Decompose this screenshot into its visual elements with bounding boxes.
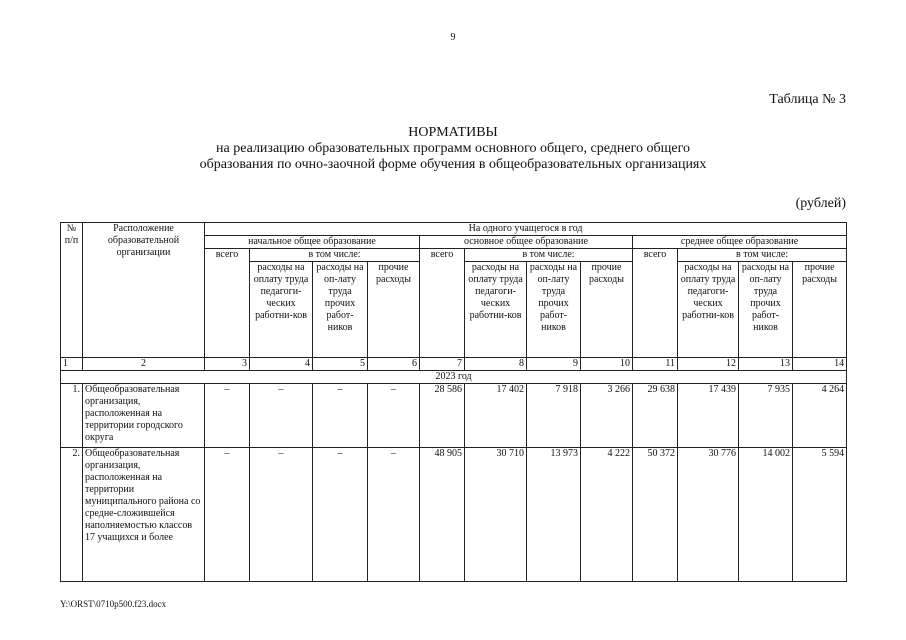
total-header: всего [205,249,250,358]
value-cell: – [313,384,368,448]
value-cell: 50 372 [633,448,678,582]
table-label: Таблица № 3 [769,92,846,107]
including-header: в том числе: [250,249,420,262]
column-number: 14 [793,358,847,371]
document-title [0,125,906,173]
value-cell: – [250,448,313,582]
total-header: всего [420,249,465,358]
value-cell: – [313,448,368,582]
column-number: 2 [83,358,205,371]
value-cell: 5 594 [793,448,847,582]
value-cell: 48 905 [420,448,465,582]
value-cell: 13 973 [527,448,581,582]
value-cell: 7 918 [527,384,581,448]
including-header: в том числе: [465,249,633,262]
title-line-2: на реализацию образовательных программ основного общего, среднего общего [216,141,690,156]
column-number: 12 [678,358,739,371]
location-cell: Общеобразовательная организация, расположенная на территории городского округа [83,384,205,448]
value-cell: 7 935 [739,384,793,448]
column-number: 3 [205,358,250,371]
column-number: 1 [61,358,83,371]
norms-table [60,222,847,582]
column-number: 4 [250,358,313,371]
pedagogical-staff-header: расходы на оплату труда педагоги-ческих работни-ков [678,262,739,358]
column-number: 7 [420,358,465,371]
column-number: 6 [368,358,420,371]
value-cell: – [205,448,250,582]
page-number: 9 [450,32,456,43]
value-cell: 4 264 [793,384,847,448]
header-row-1 [61,223,847,236]
including-header: в том числе: [678,249,847,262]
table-row [61,448,847,582]
other-staff-header: расходы на оп-лату труда прочих работ-ников [527,262,581,358]
column-number: 10 [581,358,633,371]
group-secondary-header: среднее общее образование [633,236,847,249]
col-location-header: Расположение образовательной организации [83,223,205,358]
row-number: 2. [61,448,83,582]
total-header: всего [633,249,678,358]
value-cell: 30 776 [678,448,739,582]
row-number: 1. [61,384,83,448]
value-cell: 30 710 [465,448,527,582]
value-cell: 29 638 [633,384,678,448]
value-cell: 17 402 [465,384,527,448]
column-number: 9 [527,358,581,371]
column-numbers-row [61,358,847,371]
group-basic-header: основное общее образование [420,236,633,249]
value-cell: 4 222 [581,448,633,582]
year-label: 2023 год [61,371,847,384]
group-primary-header: начальное общее образование [205,236,420,249]
pedagogical-staff-header: расходы на оплату труда педагоги-ческих работни-ков [250,262,313,358]
value-cell: – [368,448,420,582]
other-expenses-header: прочие расходы [581,262,633,358]
value-cell: 17 439 [678,384,739,448]
value-cell: 14 002 [739,448,793,582]
column-number: 13 [739,358,793,371]
value-cell: – [368,384,420,448]
column-number: 5 [313,358,368,371]
column-number: 11 [633,358,678,371]
other-expenses-header: прочие расходы [368,262,420,358]
title-line-3: образования по очно-заочной форме обучения в общеобразовательных организациях [199,157,707,172]
other-expenses-header: прочие расходы [793,262,847,358]
value-cell: 3 266 [581,384,633,448]
value-cell: 28 586 [420,384,465,448]
column-number: 8 [465,358,527,371]
year-row [61,371,847,384]
title-line-1: НОРМАТИВЫ [408,125,498,140]
location-cell: Общеобразовательная организация, расположенная на территории муниципального района со средне-сложившейся наполняемостью классов 17 учащихся и более [83,448,205,582]
file-path-footer: Y:\ORST\0710p500.f23.docx [60,599,167,609]
per-student-header: На одного учащегося в год [205,223,847,236]
value-cell: – [250,384,313,448]
table-row [61,384,847,448]
value-cell: – [205,384,250,448]
pedagogical-staff-header: расходы на оплату труда педагоги-ческих работни-ков [465,262,527,358]
col-num-header: № п/п [61,223,83,358]
units-label: (рублей) [795,196,846,211]
other-staff-header: расходы на оп-лату труда прочих работ-ников [313,262,368,358]
other-staff-header: расходы на оп-лату труда прочих работ-ников [739,262,793,358]
